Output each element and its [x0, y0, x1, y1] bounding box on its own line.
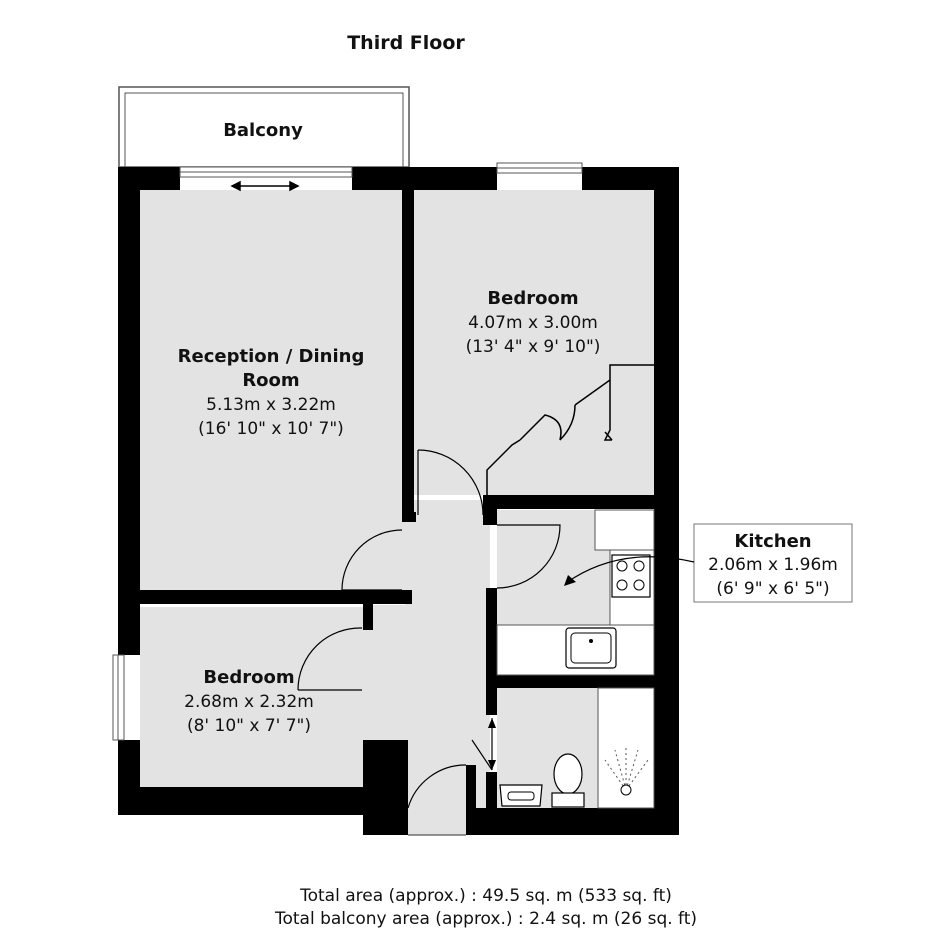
hallway-floor [405, 500, 490, 835]
wall-bottom-right [470, 808, 679, 835]
wall-bedroom2-door-jamb [363, 590, 373, 630]
wall-kitchen-left [486, 588, 497, 678]
wall-bathroom-left-bottom [486, 772, 497, 835]
plan-title: Third Floor [347, 32, 465, 54]
wall-kitchen-bathroom [486, 675, 654, 688]
wall-bedroom-kitchen [483, 495, 679, 509]
total-balcony-area: Total balcony area (approx.) : 2.4 sq. m (26 sq. ft) [274, 909, 698, 929]
reception-metric: 5.13m x 3.22m [206, 395, 336, 415]
bedroom-second-metric: 2.68m x 2.32m [184, 692, 314, 712]
total-area: Total area (approx.) : 49.5 sq. m (533 sq. ft) [300, 886, 672, 906]
wall-stub [402, 512, 416, 522]
sink-icon [566, 628, 616, 668]
wall-bathroom-left-top [486, 675, 497, 715]
kitchen-cabinet [595, 510, 654, 550]
floor-areas [140, 190, 654, 835]
sliding-door-arrow [232, 182, 298, 190]
basin-icon [500, 785, 542, 806]
kitchen-metric: 2.06m x 1.96m [708, 555, 838, 575]
wall-top-middle [352, 167, 497, 190]
wall-bottom-left [118, 787, 388, 815]
bedroom-second-name: Bedroom [203, 667, 295, 688]
kitchen-name: Kitchen [734, 531, 812, 552]
wall-bottom-left-step [363, 740, 408, 835]
reception-name-line2: Room [242, 370, 300, 391]
toilet-icon [554, 754, 582, 794]
reception-name-line1: Reception / Dining [177, 346, 365, 367]
bedroom-second-imperial: (8' 10" x 7' 7") [186, 716, 312, 736]
balcony-label: Balcony [223, 120, 303, 141]
wall-reception-bedroom [402, 190, 414, 522]
bedroom-main-metric: 4.07m x 3.00m [468, 313, 598, 333]
shower-drain-icon [621, 785, 631, 795]
bedroom-main-imperial: (13' 4" x 9' 10") [465, 337, 601, 357]
wall-entrance-jamb [466, 765, 476, 835]
wall-left-upper [118, 167, 140, 655]
kitchen-imperial: (6' 9" x 6' 5") [716, 579, 830, 599]
bedroom-main-name: Bedroom [487, 288, 579, 309]
reception-imperial: (16' 10" x 10' 7") [198, 419, 344, 439]
wall-kitchen-jamb [483, 495, 497, 525]
hob-icon [612, 555, 650, 597]
